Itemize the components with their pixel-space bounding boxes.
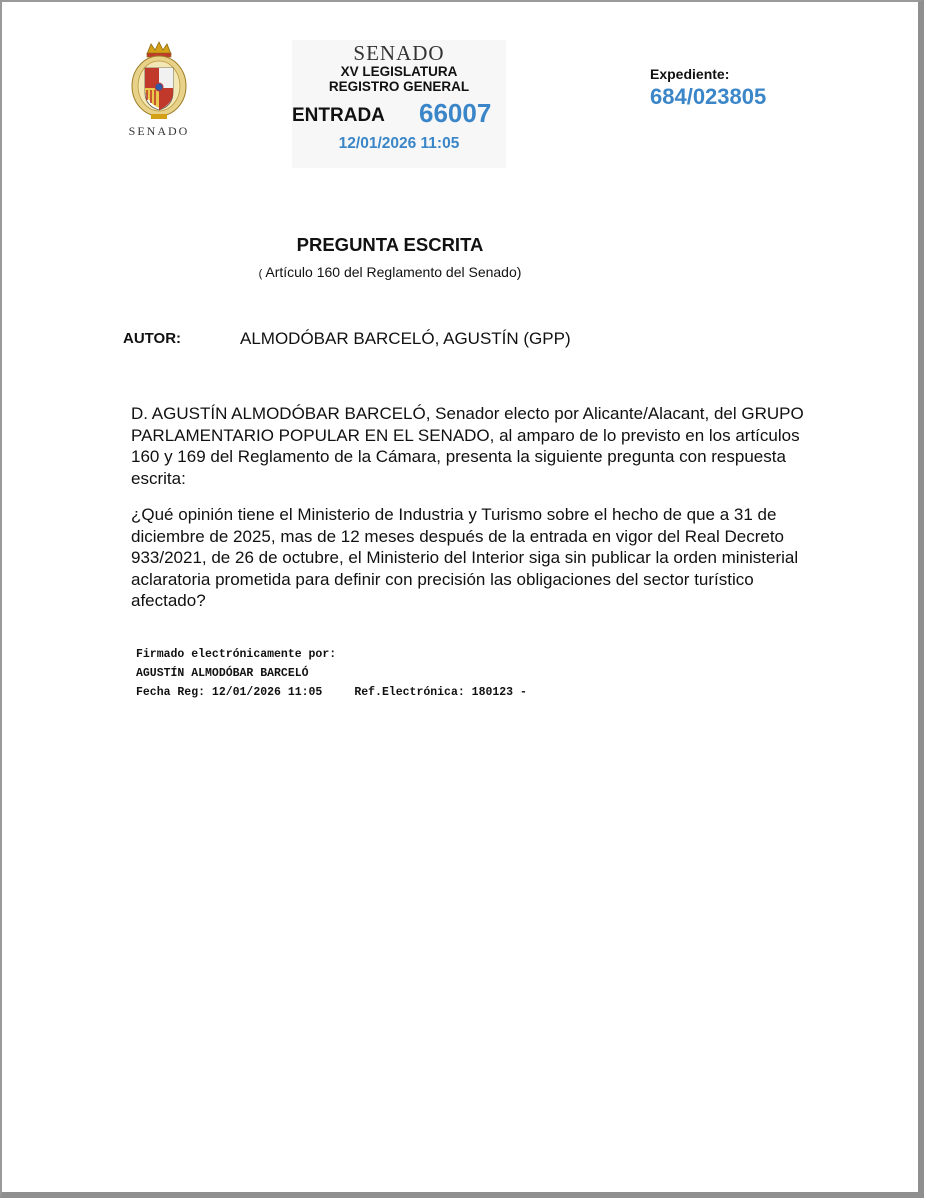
stamp-entry-datetime: 12/01/2026 11:05 <box>338 135 460 152</box>
stamp-entry-label: ENTRADA <box>292 105 385 126</box>
signature-fecha: Fecha Reg: 12/01/2026 11:05 <box>136 686 323 699</box>
senado-crest-icon <box>127 40 191 122</box>
author-label: AUTOR: <box>123 330 182 347</box>
document-title: PREGUNTA ESCRITA <box>296 234 484 255</box>
signature-line-signed-by: Firmado electrónicamente por: <box>136 648 337 661</box>
signature-ref: Ref.Electrónica: 180123 - <box>354 686 527 699</box>
senado-logo <box>118 40 200 140</box>
body-paragraph-question: ¿Qué opinión tiene el Ministerio de Industria y Turismo sobre el hecho de que a 31 de diciembre de 2025, mas de 12 meses después de la entrada en vigor del Real Decreto 933/2021, de 26 de octubre, el Ministerio del Interior siga sin publicar la orden ministerial aclaratoria prometida para definir con precisión las obligaciones del sector turístico afectado? <box>131 505 799 610</box>
document-subtitle <box>0 264 780 280</box>
signature-line-registry <box>136 683 527 702</box>
body-paragraph-intro: D. AGUSTÍN ALMODÓBAR BARCELÓ, Senador electo por Alicante/Alacant, del GRUPO PARLAMENTARIO POPULAR EN EL SENADO, al amparo de lo previsto en los artículos 160 y 169 del Reglamento de la Cámara, presenta la siguiente pregunta con respuesta escrita: <box>131 404 804 488</box>
stamp-registry: REGISTRO GENERAL <box>328 79 470 94</box>
stamp-legislature: XV LEGISLATURA <box>340 64 458 79</box>
expediente-number: 684/023805 <box>650 84 767 109</box>
subtitle-open-paren: ( <box>258 268 263 280</box>
expediente-block <box>650 66 766 110</box>
author-value: ALMODÓBAR BARCELÓ, AGUSTÍN (GPP) <box>240 329 571 348</box>
registry-stamp <box>292 40 506 168</box>
stamp-chamber: SENADO <box>353 41 445 65</box>
subtitle-text: Artículo 160 del Reglamento del Senado) <box>265 264 522 280</box>
expediente-label: Expediente: <box>650 66 730 82</box>
signature-line-name: AGUSTÍN ALMODÓBAR BARCELÓ <box>136 667 309 680</box>
stamp-entry-number: 66007 <box>419 98 492 128</box>
electronic-signature <box>136 645 527 702</box>
logo-caption: SENADO <box>128 124 190 138</box>
stamp-entry-row <box>292 98 506 130</box>
